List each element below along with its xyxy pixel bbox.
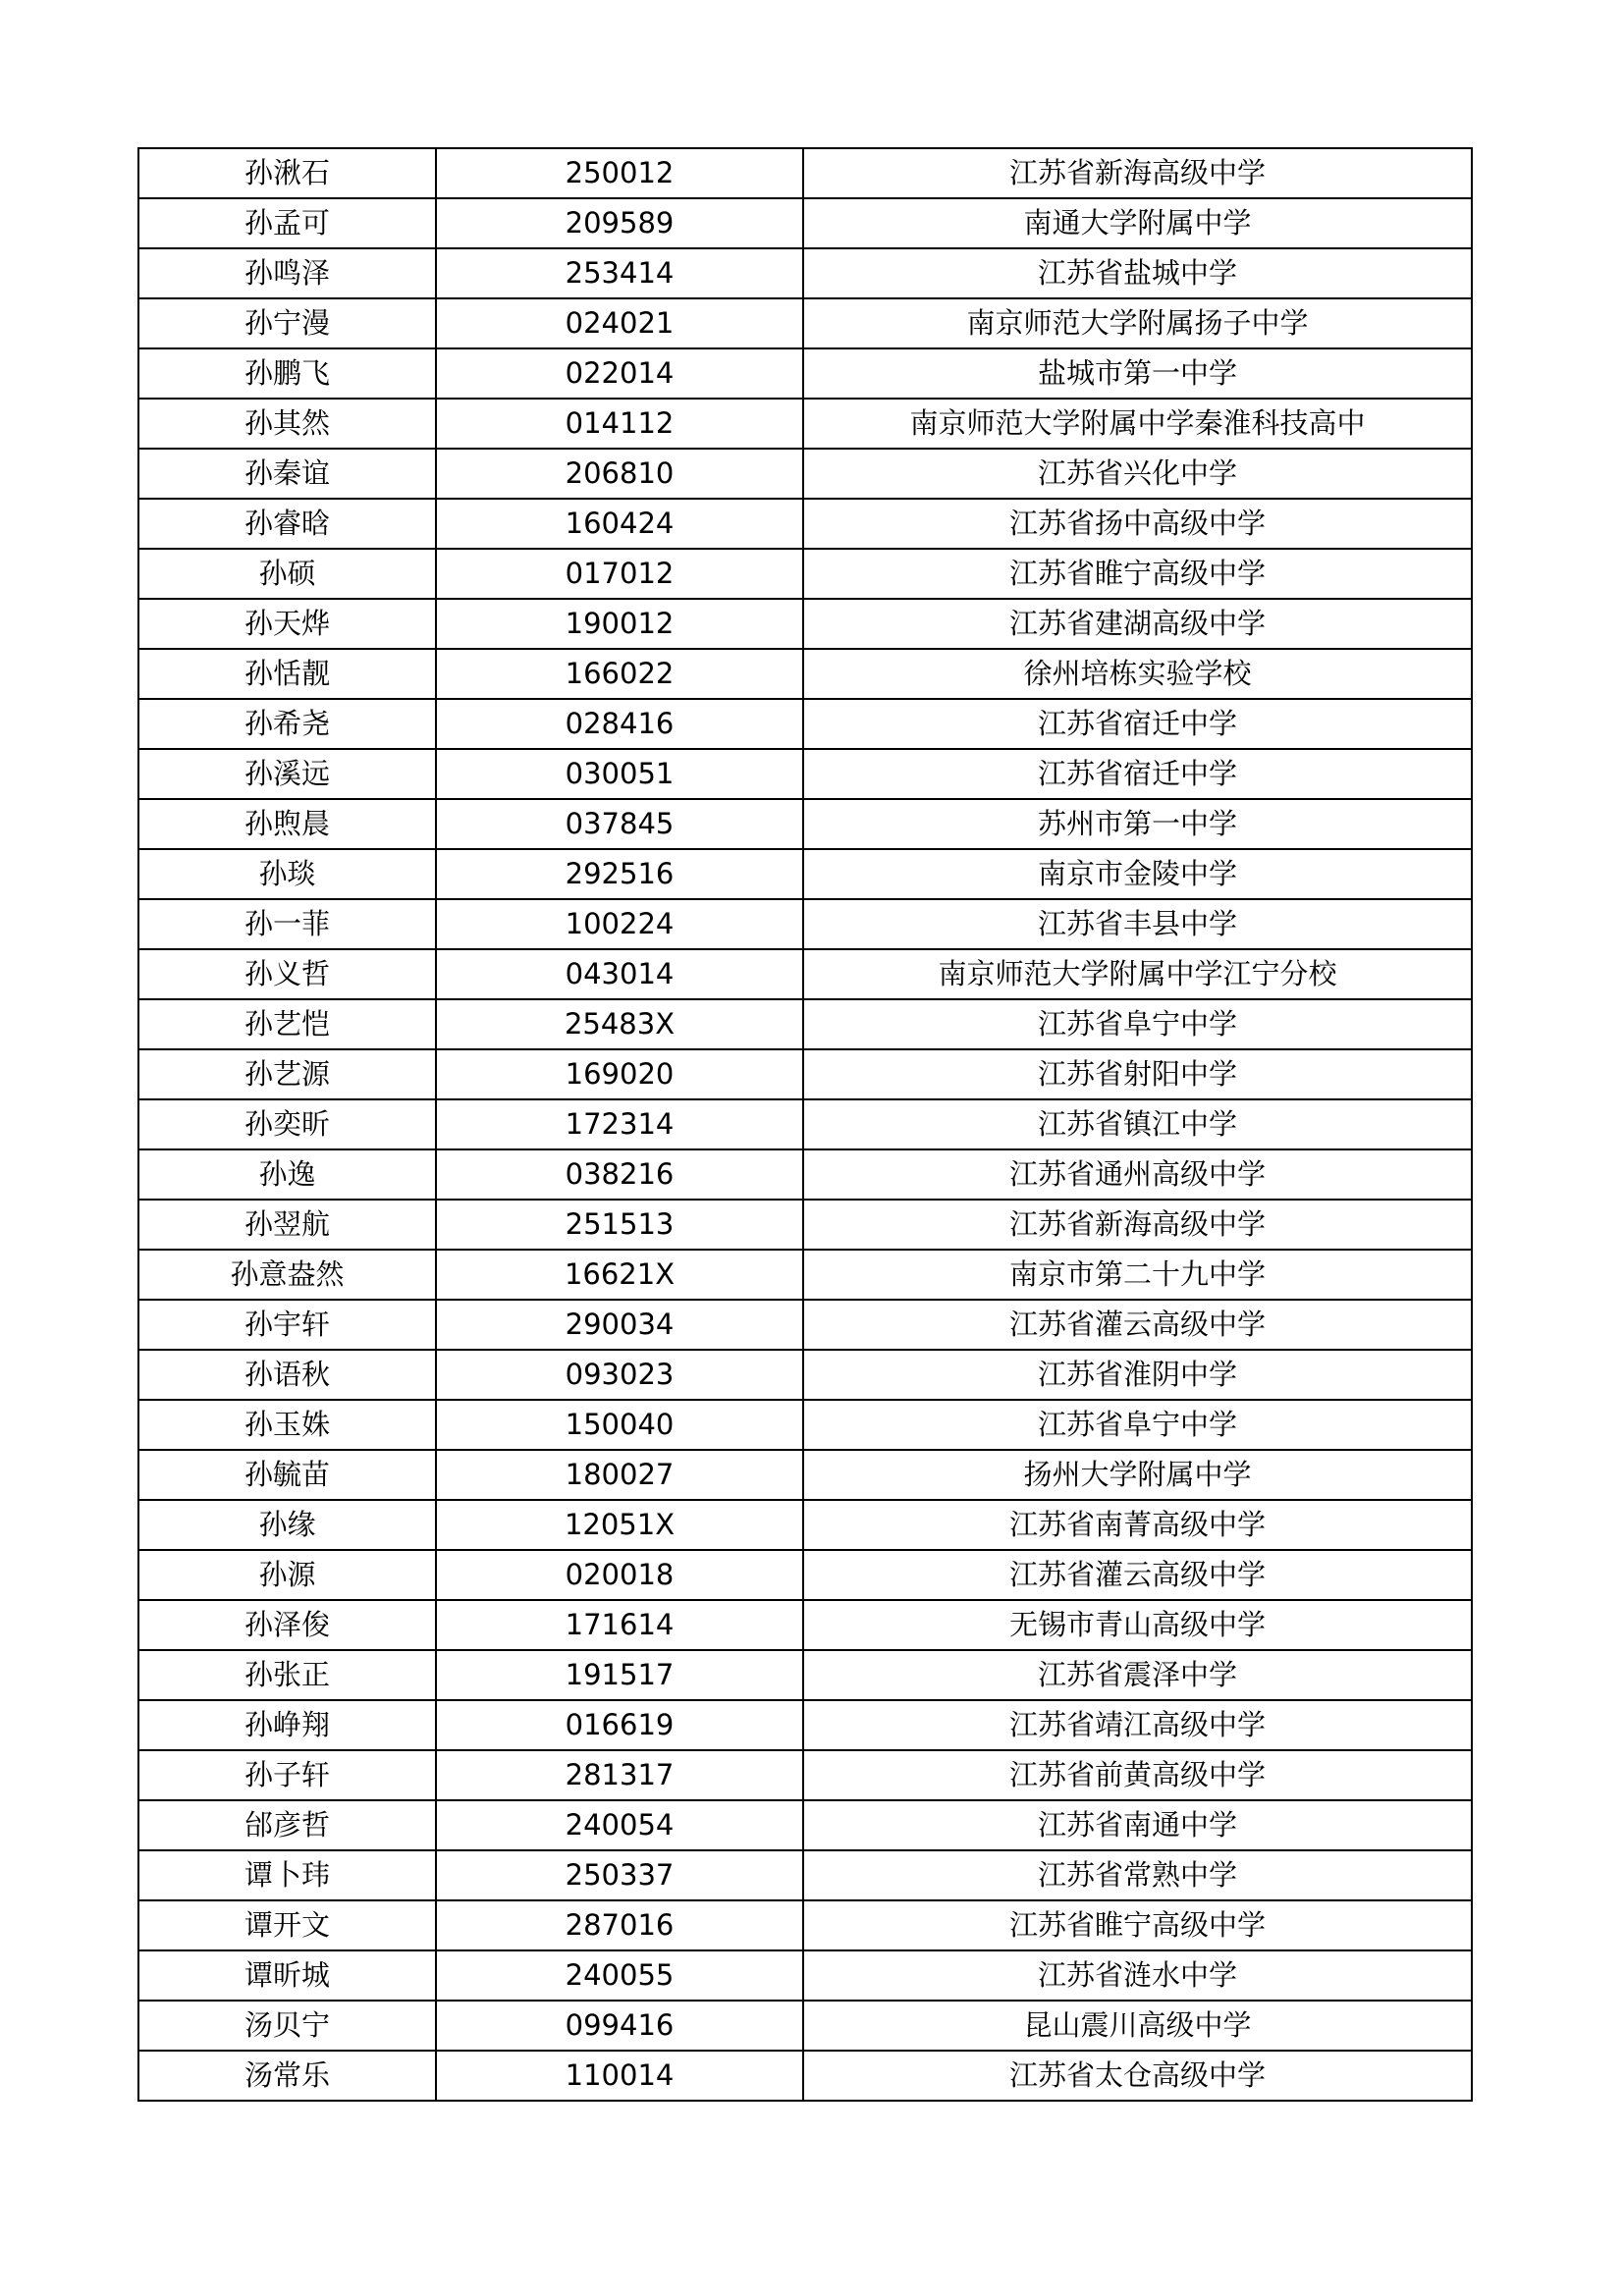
student-name-cell: 孙子轩 (138, 1750, 436, 1800)
school-name-cell: 南京师范大学附属扬子中学 (803, 298, 1472, 348)
table-row (138, 348, 1472, 399)
table-row (138, 599, 1472, 649)
student-name-cell: 孙希尧 (138, 699, 436, 749)
student-name-cell: 孙泽俊 (138, 1600, 436, 1650)
table-row (138, 649, 1472, 699)
table-row (138, 749, 1472, 799)
student-id-cell: 020018 (436, 1550, 803, 1600)
student-name-cell: 孙翌航 (138, 1200, 436, 1250)
student-id-cell: 169020 (436, 1049, 803, 1099)
student-id-cell: 25483X (436, 999, 803, 1049)
student-id-cell: 093023 (436, 1350, 803, 1400)
school-name-cell: 江苏省阜宁中学 (803, 999, 1472, 1049)
student-name-cell: 孙溪远 (138, 749, 436, 799)
school-name-cell: 江苏省盐城中学 (803, 248, 1472, 298)
student-name-cell: 孙宇轩 (138, 1300, 436, 1350)
student-name-cell: 孙宁漫 (138, 298, 436, 348)
school-name-cell: 南京师范大学附属中学江宁分校 (803, 949, 1472, 999)
student-id-cell: 014112 (436, 399, 803, 449)
student-id-cell: 171614 (436, 1600, 803, 1650)
table-row (138, 1750, 1472, 1800)
student-name-cell: 孙鸣泽 (138, 248, 436, 298)
table-row (138, 148, 1472, 198)
school-name-cell: 江苏省兴化中学 (803, 449, 1472, 499)
school-name-cell: 昆山震川高级中学 (803, 2001, 1472, 2051)
student-name-cell: 孙义哲 (138, 949, 436, 999)
table-row (138, 1700, 1472, 1750)
school-name-cell: 江苏省新海高级中学 (803, 1200, 1472, 1250)
table-row (138, 1600, 1472, 1650)
student-table (137, 147, 1473, 2102)
school-name-cell: 江苏省射阳中学 (803, 1049, 1472, 1099)
student-name-cell: 孙缘 (138, 1500, 436, 1550)
student-name-cell: 邰彦哲 (138, 1800, 436, 1850)
student-id-cell: 037845 (436, 799, 803, 849)
school-name-cell: 徐州培栋实验学校 (803, 649, 1472, 699)
table-row (138, 1049, 1472, 1099)
student-name-cell: 孙琰 (138, 849, 436, 899)
student-id-cell: 043014 (436, 949, 803, 999)
table-row (138, 949, 1472, 999)
table-row (138, 1550, 1472, 1600)
table-row (138, 799, 1472, 849)
school-name-cell: 江苏省前黄高级中学 (803, 1750, 1472, 1800)
student-id-cell: 150040 (436, 1400, 803, 1450)
student-id-cell: 292516 (436, 849, 803, 899)
student-id-cell: 110014 (436, 2051, 803, 2101)
student-name-cell: 汤常乐 (138, 2051, 436, 2101)
student-name-cell: 孙语秋 (138, 1350, 436, 1400)
student-id-cell: 038216 (436, 1149, 803, 1200)
student-id-cell: 024021 (436, 298, 803, 348)
student-name-cell: 孙源 (138, 1550, 436, 1600)
student-id-cell: 022014 (436, 348, 803, 399)
table-row (138, 2001, 1472, 2051)
student-id-cell: 250337 (436, 1850, 803, 1900)
student-name-cell: 孙张正 (138, 1650, 436, 1700)
school-name-cell: 江苏省涟水中学 (803, 1950, 1472, 2001)
student-name-cell: 孙玉姝 (138, 1400, 436, 1450)
student-id-cell: 290034 (436, 1300, 803, 1350)
student-id-cell: 028416 (436, 699, 803, 749)
school-name-cell: 江苏省扬中高级中学 (803, 499, 1472, 549)
school-name-cell: 南京师范大学附属中学秦淮科技高中 (803, 399, 1472, 449)
school-name-cell: 江苏省建湖高级中学 (803, 599, 1472, 649)
table-row (138, 549, 1472, 599)
student-id-cell: 287016 (436, 1900, 803, 1950)
school-name-cell: 江苏省南菁高级中学 (803, 1500, 1472, 1550)
table-row (138, 1800, 1472, 1850)
school-name-cell: 江苏省灌云高级中学 (803, 1550, 1472, 1600)
student-name-cell: 汤贝宁 (138, 2001, 436, 2051)
student-id-cell: 281317 (436, 1750, 803, 1800)
student-name-cell: 孙艺源 (138, 1049, 436, 1099)
student-table-body (138, 148, 1472, 2101)
school-name-cell: 江苏省南通中学 (803, 1800, 1472, 1850)
student-id-cell: 099416 (436, 2001, 803, 2051)
table-row (138, 1400, 1472, 1450)
table-row (138, 1500, 1472, 1550)
student-id-cell: 166022 (436, 649, 803, 699)
student-id-cell: 160424 (436, 499, 803, 549)
table-row (138, 449, 1472, 499)
table-row (138, 699, 1472, 749)
table-row (138, 1450, 1472, 1500)
student-id-cell: 180027 (436, 1450, 803, 1500)
student-name-cell: 孙鹏飞 (138, 348, 436, 399)
table-row (138, 1900, 1472, 1950)
student-name-cell: 孙一菲 (138, 899, 436, 949)
student-name-cell: 孙硕 (138, 549, 436, 599)
school-name-cell: 江苏省宿迁中学 (803, 699, 1472, 749)
table-row (138, 399, 1472, 449)
school-name-cell: 无锡市青山高级中学 (803, 1600, 1472, 1650)
student-id-cell: 191517 (436, 1650, 803, 1700)
student-name-cell: 孙艺恺 (138, 999, 436, 1049)
school-name-cell: 江苏省睢宁高级中学 (803, 549, 1472, 599)
student-name-cell: 孙煦晨 (138, 799, 436, 849)
student-id-cell: 209589 (436, 198, 803, 248)
school-name-cell: 江苏省常熟中学 (803, 1850, 1472, 1900)
student-id-cell: 240055 (436, 1950, 803, 2001)
student-id-cell: 190012 (436, 599, 803, 649)
student-name-cell: 孙意盎然 (138, 1250, 436, 1300)
school-name-cell: 江苏省靖江高级中学 (803, 1700, 1472, 1750)
school-name-cell: 江苏省睢宁高级中学 (803, 1900, 1472, 1950)
student-name-cell: 孙其然 (138, 399, 436, 449)
table-row (138, 1950, 1472, 2001)
student-name-cell: 孙睿晗 (138, 499, 436, 549)
student-id-cell: 16621X (436, 1250, 803, 1300)
student-id-cell: 100224 (436, 899, 803, 949)
table-row (138, 298, 1472, 348)
student-name-cell: 谭开文 (138, 1900, 436, 1950)
school-name-cell: 江苏省太仓高级中学 (803, 2051, 1472, 2101)
student-name-cell: 孙天烨 (138, 599, 436, 649)
student-id-cell: 206810 (436, 449, 803, 499)
student-name-cell: 孙毓苗 (138, 1450, 436, 1500)
student-name-cell: 孙逸 (138, 1149, 436, 1200)
student-name-cell: 孙秦谊 (138, 449, 436, 499)
school-name-cell: 南京市第二十九中学 (803, 1250, 1472, 1300)
school-name-cell: 江苏省震泽中学 (803, 1650, 1472, 1700)
school-name-cell: 江苏省通州高级中学 (803, 1149, 1472, 1200)
table-row (138, 1850, 1472, 1900)
school-name-cell: 盐城市第一中学 (803, 348, 1472, 399)
student-name-cell: 孙湫石 (138, 148, 436, 198)
school-name-cell: 南京市金陵中学 (803, 849, 1472, 899)
student-id-cell: 251513 (436, 1200, 803, 1250)
student-name-cell: 孙峥翔 (138, 1700, 436, 1750)
school-name-cell: 江苏省丰县中学 (803, 899, 1472, 949)
table-row (138, 1350, 1472, 1400)
school-name-cell: 江苏省阜宁中学 (803, 1400, 1472, 1450)
school-name-cell: 南通大学附属中学 (803, 198, 1472, 248)
table-row (138, 248, 1472, 298)
student-name-cell: 谭卜玮 (138, 1850, 436, 1900)
table-row (138, 899, 1472, 949)
student-id-cell: 12051X (436, 1500, 803, 1550)
table-row (138, 499, 1472, 549)
student-id-cell: 172314 (436, 1099, 803, 1149)
table-row (138, 198, 1472, 248)
table-row (138, 1300, 1472, 1350)
student-id-cell: 017012 (436, 549, 803, 599)
school-name-cell: 苏州市第一中学 (803, 799, 1472, 849)
table-row (138, 1099, 1472, 1149)
school-name-cell: 江苏省淮阴中学 (803, 1350, 1472, 1400)
school-name-cell: 江苏省新海高级中学 (803, 148, 1472, 198)
table-row (138, 1200, 1472, 1250)
table-row (138, 999, 1472, 1049)
student-id-cell: 030051 (436, 749, 803, 799)
table-row (138, 1250, 1472, 1300)
table-row (138, 2051, 1472, 2101)
student-name-cell: 孙奕昕 (138, 1099, 436, 1149)
student-id-cell: 016619 (436, 1700, 803, 1750)
student-id-cell: 240054 (436, 1800, 803, 1850)
table-row (138, 1149, 1472, 1200)
school-name-cell: 扬州大学附属中学 (803, 1450, 1472, 1500)
school-name-cell: 江苏省灌云高级中学 (803, 1300, 1472, 1350)
student-id-cell: 253414 (436, 248, 803, 298)
student-id-cell: 250012 (436, 148, 803, 198)
school-name-cell: 江苏省宿迁中学 (803, 749, 1472, 799)
student-name-cell: 谭昕城 (138, 1950, 436, 2001)
student-name-cell: 孙孟可 (138, 198, 436, 248)
school-name-cell: 江苏省镇江中学 (803, 1099, 1472, 1149)
table-row (138, 849, 1472, 899)
student-name-cell: 孙恬靓 (138, 649, 436, 699)
table-row (138, 1650, 1472, 1700)
